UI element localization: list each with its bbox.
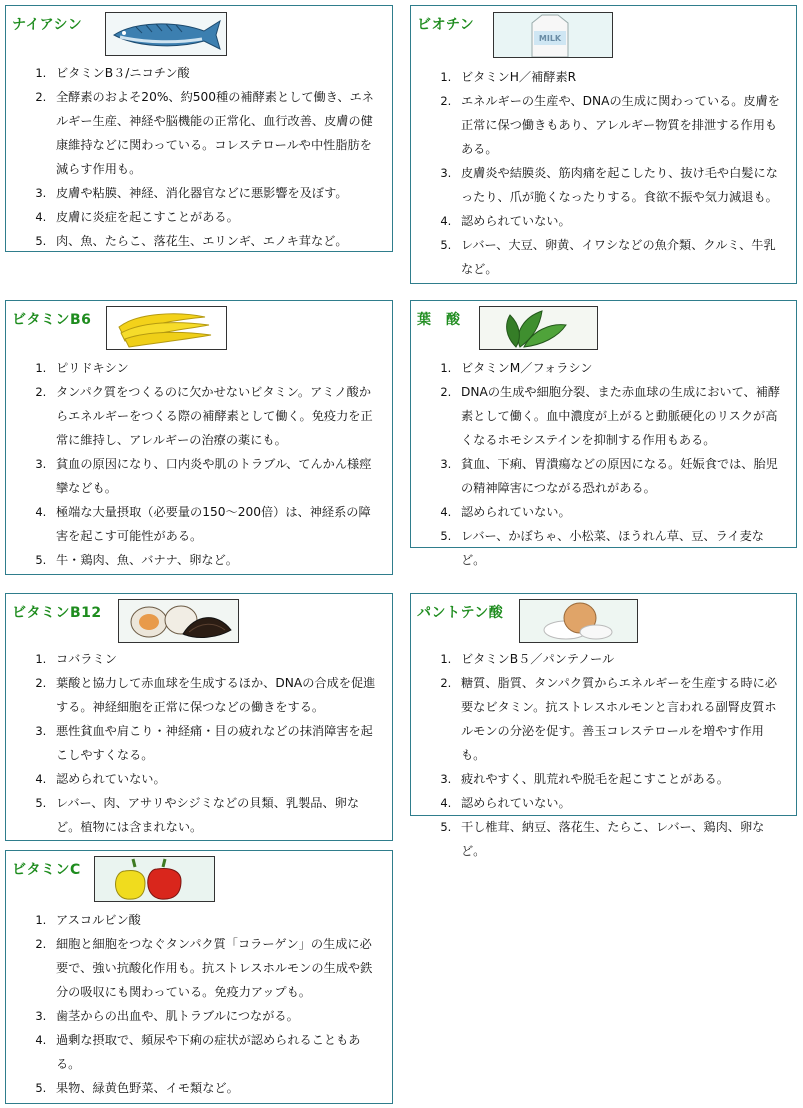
card-title: ビタミンB12: [12, 605, 102, 621]
list-item: 2. DNAの生成や細胞分裂、また赤血球の生成において、補酵素として働く。血中濃度が上がると動脈硬化のリスクが高くなるホモシステインを抑制する作用もある。: [455, 380, 785, 452]
banana-icon: [106, 306, 227, 350]
list-item: 5. 果物、緑黄色野菜、イモ類など。: [50, 1076, 380, 1100]
egg-icon: [519, 599, 638, 643]
list-item: 4. 皮膚に炎症を起こすことがある。: [50, 205, 380, 229]
card-folic-acid: [410, 300, 797, 567]
list-item: 1. コバラミン: [50, 647, 380, 671]
list-item: 2. タンパク質をつくるのに欠かせないビタミン。アミノ酸からエネルギーをつくる際の補酵素として働く。免疫力を正常に維持し、アレルギーの治療の薬にも。: [50, 380, 380, 452]
list-item: 2. 葉酸と協力して赤血球を生成するほか、DNAの合成を促進する。神経細胞を正常に保つなどの働きをする。: [50, 671, 380, 719]
card-vitamin-b6: [5, 300, 393, 575]
list-item: 4. 認められていない。: [455, 500, 785, 524]
card-title: ナイアシン: [12, 17, 83, 33]
card-title: ビオチン: [417, 17, 475, 33]
list-item: 4. 認められていない。: [50, 767, 380, 791]
spinach-icon: [479, 306, 598, 350]
fish-icon: [105, 12, 227, 56]
list-item: 4. 認められていない。: [455, 209, 785, 233]
list-item: 2. 全酵素のおよそ20%、約500種の補酵素として働き、エネルギー生産、神経や脳機能の正常化、血行改善、皮膚の健康維持などに関わっている。コレステロールや中性脂肪を減らす作用も。: [50, 85, 380, 181]
list-item: 3. 歯茎からの出血や、肌トラブルにつながる。: [50, 1004, 380, 1028]
list-item: 2. 細胞と細胞をつなぐタンパク質「コラーゲン」の生成に必要で、強い抗酸化作用も。抗ストレスホルモンの生成や鉄分の吸収にも関わっている。免疫力アップも。: [50, 932, 380, 1004]
list-item: 5. レバー、肉、アサリやシジミなどの貝類、乳製品、卵など。植物には含まれない。: [50, 791, 380, 839]
card-vitamin-c: [5, 850, 393, 1104]
clam-icon: [118, 599, 239, 643]
bell-pepper-icon: [94, 856, 215, 902]
list-item: 5. 牛・鶏肉、魚、バナナ、卵など。: [50, 548, 380, 572]
list-item: 2. 糖質、脂質、タンパク質からエネルギーを生産する時に必要なビタミン。抗ストレスホルモンと言われる副腎皮質ホルモンの分泌を促す。善玉コレステロールを増やす作用も。: [455, 671, 785, 767]
card-title: パントテン酸: [417, 605, 504, 621]
list-item: 3. 貧血、下痢、胃潰瘍などの原因になる。妊娠食では、胎児の精神障害につながる恐れがある。: [455, 452, 785, 500]
list-item: 4. 極端な大量摂取（必要量の150～200倍）は、神経系の障害を起こす可能性がある。: [50, 500, 380, 548]
card-vitamin-b12: [5, 593, 393, 841]
list-item: 5. 干し椎茸、納豆、落花生、たらこ、レバー、鶏肉、卵など。: [455, 815, 785, 863]
milk-carton-icon: [493, 12, 613, 58]
list-item: 5. 肉、魚、たらこ、落花生、エリンギ、エノキ茸など。: [50, 229, 380, 253]
list-item: 3. 疲れやすく、肌荒れや脱毛を起こすことがある。: [455, 767, 785, 791]
card-title: ビタミンC: [12, 862, 81, 878]
list-item: 5. レバー、大豆、卵黄、イワシなどの魚介類、クルミ、牛乳など。: [455, 233, 785, 281]
milk-carton-label: MILK: [538, 34, 562, 43]
list-item: 5. レバー、かぼちゃ、小松菜、ほうれん草、豆、ライ麦など。: [455, 524, 785, 572]
card-biotin: [410, 5, 797, 284]
card-title: 葉 酸: [417, 312, 461, 328]
list-item: 2. エネルギーの生産や、DNAの生成に関わっている。皮膚を正常に保つ働きもあり、アレルギー物質を排泄する作用もある。: [455, 89, 785, 161]
card-pantothenic-acid: [410, 593, 797, 858]
list-item: 1. ビタミンM／フォラシン: [455, 356, 785, 380]
list-item: 3. 皮膚炎や結膜炎、筋肉痛を起こしたり、抜け毛や白髪になったり、爪が脆くなったりする。食欲不振や気力減退も。: [455, 161, 785, 209]
card-niacin: [5, 5, 393, 252]
list-item: 1. アスコルビン酸: [50, 908, 380, 932]
list-item: 3. 皮膚や粘膜、神経、消化器官などに悪影響を及ぼす。: [50, 181, 380, 205]
card-title: ビタミンB6: [12, 312, 92, 328]
list-item: 3. 悪性貧血や肩こり・神経痛・目の疲れなどの抹消障害を起こしやすくなる。: [50, 719, 380, 767]
list-item: 4. 過剰な摂取で、頻尿や下痢の症状が認められることもある。: [50, 1028, 380, 1076]
list-item: 1. ビタミンB３/ニコチン酸: [50, 61, 380, 85]
list-item: 4. 認められていない。: [455, 791, 785, 815]
list-item: 3. 貧血の原因になり、口内炎や肌のトラブル、てんかん様痙攣なども。: [50, 452, 380, 500]
list-item: 1. ビタミンH／補酵素R: [455, 65, 785, 89]
list-item: 1. ビタミンB５／パンテノール: [455, 647, 785, 671]
list-item: 1. ピリドキシン: [50, 356, 380, 380]
